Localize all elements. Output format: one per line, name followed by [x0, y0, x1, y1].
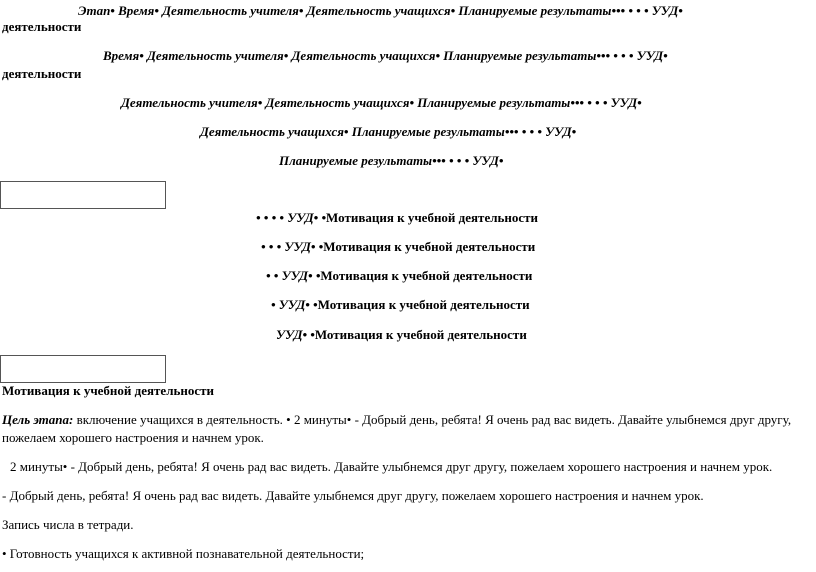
- goal-paragraph: [2, 411, 802, 447]
- uud-row-text: Мотивация к учебной деятельности: [326, 210, 539, 225]
- uud-row-text: Мотивация к учебной деятельности: [314, 327, 527, 342]
- section-title: Мотивация к учебной деятельности: [2, 383, 214, 398]
- header-row-2: Время• Деятельность учителя• Деятельность учащихся• Планируемые результаты••• • • • УУД•: [103, 48, 668, 63]
- uud-row-4: [271, 297, 530, 313]
- uud-row-prefix: УУД• •: [276, 327, 315, 342]
- uud-row-text: Мотивация к учебной деятельности: [320, 268, 533, 283]
- uud-row-5: [276, 327, 527, 343]
- header-row-5: Планируемые результаты••• • • • УУД•: [279, 153, 504, 168]
- header-row-3: Деятельность учителя• Деятельность учащихся• Планируемые результаты••• • • • УУД•: [121, 95, 642, 110]
- header-row-1: Этап• Время• Деятельность учителя• Деятельность учащихся• Планируемые результаты••• • • • УУД•: [78, 3, 683, 18]
- uud-row-prefix: • • • УУД• •: [261, 239, 324, 254]
- uud-row-prefix: • • УУД• •: [266, 268, 321, 283]
- uud-row-text: Мотивация к учебной деятельности: [317, 297, 530, 312]
- header-row-4: Деятельность учащихся• Планируемые результаты••• • • • УУД•: [200, 124, 577, 139]
- paragraph-date-note: Запись числа в тетради.: [2, 517, 134, 532]
- uud-row-text: Мотивация к учебной деятельности: [323, 239, 536, 254]
- uud-row-prefix: • • • • УУД• •: [256, 210, 327, 225]
- header-row-2-wrap: деятельности: [2, 66, 82, 81]
- header-row-1-wrap: деятельности: [2, 19, 82, 34]
- goal-label: Цель этапа:: [2, 412, 74, 427]
- paragraph-greeting: - Добрый день, ребята! Я очень рад вас видеть. Давайте улыбнемся друг другу, пожелаем хорошего настроения и начнем урок.: [2, 488, 704, 503]
- goal-text: включение учащихся в деятельность. • 2 минуты• - Добрый день, ребята! Я очень рад вас видеть. Давайте улыбнемся друг другу, пожелаем хорошего настроения и начнем урок.: [2, 412, 792, 445]
- uud-row-1: [256, 210, 538, 226]
- paragraph-readiness: • Готовность учащихся к активной познавательной деятельности;: [2, 546, 365, 561]
- empty-text-box-2: [0, 355, 166, 383]
- uud-row-2: [261, 239, 535, 255]
- uud-row-prefix: • УУД• •: [271, 297, 318, 312]
- uud-row-3: [266, 268, 532, 284]
- empty-text-box-1: [0, 181, 166, 209]
- paragraph-timer: 2 минуты• - Добрый день, ребята! Я очень рад вас видеть. Давайте улыбнемся друг другу, пожелаем хорошего настроения и начнем урок.: [10, 459, 773, 474]
